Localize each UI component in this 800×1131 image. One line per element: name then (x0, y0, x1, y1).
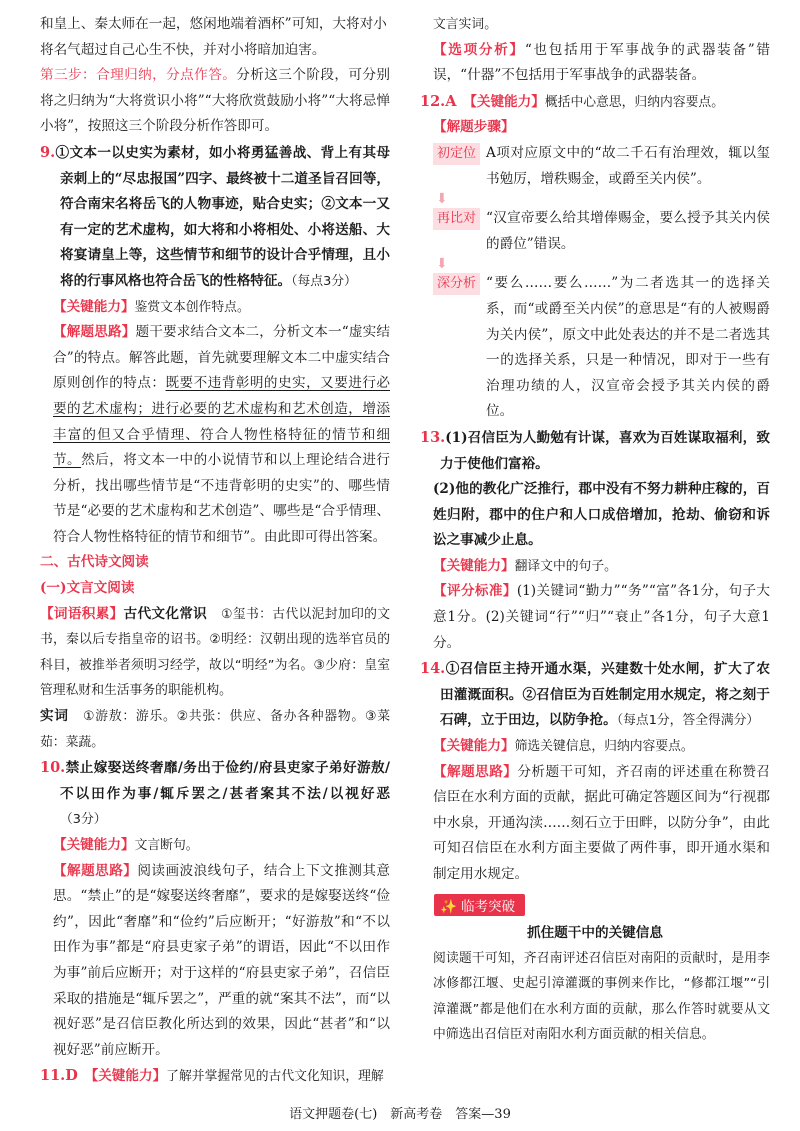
q14-ability (420, 734, 770, 760)
page-footer: 语文押题卷(七) 新高考卷 答案—39 (289, 1107, 511, 1122)
step-locate-tag: 初定位 (433, 143, 480, 165)
q11-opt-text: “也包括用于军事战争的武器装备”错误，“什器”不包括用于军事战争的武器装备。 (433, 41, 770, 84)
q9-answer-text: ①文本一以史实为素材，如小将勇猛善战、背上有其母亲刺上的“尽忠报国”四字、最终被十二道圣旨召回等，符合南宋名将岳飞的人物事迹，贴合史实；②文本一又有一定的艺术虚构，如大将和小将相处、小将送船、大将宴请皇上等，这些情节和细节的设计合乎情理，且小将的行事风格也符合岳飞的性格特征。 (55, 144, 390, 289)
step3-paragraph (40, 63, 390, 140)
vocab-text: ①玺书：古代以泥封加印的文书，秦以后专指皇帝的诏书。②明经：汉朝出现的选举官员的科目，被推举者须明习经学，故以“明经”为名。③少府：皇室管理私财和生活事务的职能机构。 (40, 606, 391, 699)
q11-opt-tag: 【选项分析】 (433, 41, 525, 58)
q10-answer-text: 禁止嫁娶送终奢靡/务出于俭约/府县吏家子弟好游敖/不以田作为事/辄斥罢之/甚者案其不法/以视好恶 (60, 760, 390, 802)
left-column (40, 12, 390, 1090)
q9-idea-underlined: 既要不违背彰明的史实，又要进行必要的艺术虚构；进行必要的艺术虚构和艺术创造，增添丰富的但又合乎情理、符合人物性格特征的情节和细节。 (53, 375, 391, 469)
tip-text: 阅读题干可知，齐召南评述召信臣对南阳的贡献时，是用李冰修都江堰、史起引漳灌溉的事例来作比，“修都江堰”“引漳灌溉”都是他们在水利方面的贡献，那么作答时就要从文中筛选出召信臣对南阳水利方面贡献的相关信息。 (433, 950, 770, 1043)
q14-answer-text: ①召信臣主持开通水渠，兴建数十处水闸，扩大了农田灌溉面积。②召信臣为百姓制定用水规定，将之刻于石碑，立于田边，以防争抢。 (440, 661, 770, 729)
q12-steps-tag: 【解题步骤】 (433, 119, 515, 136)
q12-number: 12.A (420, 92, 457, 110)
q9-ability-text: 鉴赏文本创作特点。 (134, 299, 250, 315)
section-classical-chinese: (一)文言文阅读 (40, 580, 135, 597)
vocab-tag: 【词语积累】 (40, 605, 124, 622)
q14-score: （每点1分，答全得满分） (616, 713, 760, 729)
q13-scoring (420, 579, 770, 656)
q12-steps (420, 115, 770, 141)
q13-answer-1-text: (1)召信臣为人勤勉有计谋，喜欢为百姓谋取福利，致力于使他们富裕。 (440, 429, 770, 472)
q9-score: （每点3分） (291, 273, 357, 289)
q13-score-text: (1)关键词“勤力”“务”“富”各1分，句子大意1分。(2)关键词“行”“归”“衰止”各1分，句子大意1分。 (433, 583, 770, 651)
step-compare (420, 206, 770, 257)
right-column (420, 12, 770, 1048)
shici-label: 实词 (40, 708, 69, 725)
q14-idea-text: 分析题干可知，齐召南的评述重在称赞召信臣在水利方面的贡献，据此可确定答题区间为“行视郡中水泉，开通沟渎……刻石立于田畔，以防分争”，由此可知召信臣在水利方面主要做了两件事，即开通水渠和制定用水规定。 (433, 763, 771, 882)
q13-answer-2: (2)他的教化广泛推行，郡中没有不努力耕种庄稼的，百姓归附，郡中的住户和人口成倍增加，抢劫、偷窃和诉讼之事减少止息。 (433, 481, 770, 549)
q13-ability-text: 翻译文中的句子。 (514, 558, 617, 574)
q13-score-tag: 【评分标准】 (433, 583, 517, 600)
step-locate-text: A项对应原文中的“故二千石有治理效，辄以玺书勉厉，增秩赐金，或爵至关内侯”。 (486, 144, 770, 187)
arrow-down-icon: ⬇ (436, 256, 448, 273)
step-analyze-tag: 深分析 (433, 273, 480, 295)
q10-ability-tag: 【关键能力】 (53, 837, 135, 853)
q9-number: 9. (40, 143, 56, 161)
q9-idea-b: 然后，将文本一中的小说情节和以上理论结合进行分析，找出哪些情节是“不违背彰明的史实”的、哪些情节是“必要的艺术虚构和艺术创造”、哪些是“合乎情理、符合人物性格特征的情节和细节”。由此即可得出答案。 (53, 452, 391, 545)
q10-idea-tag: 【解题思路】 (53, 862, 138, 879)
q12-tag: 【关键能力】 (463, 93, 545, 110)
sparkle-icon: ✨ (440, 898, 457, 915)
q9-idea-a: 题干要求结合文本二，分析文本一“虚实结合”的特点。解答此题，首先就要理解文本二中虚实结合原则创作的特点： (53, 324, 390, 392)
shici-text: ①游敖：游乐。②共张：供应、备办各种器物。③菜茹：菜蔬。 (40, 709, 391, 750)
step3-label: 第三步：合理归纳，分点作答。 (40, 67, 237, 84)
q9-ability-tag: 【关键能力】 (53, 298, 135, 315)
q11-continuation: 文言实词。 (433, 17, 497, 32)
q11-text: 了解并掌握常见的古代文化知识，理解 (166, 1069, 384, 1085)
q14-ability-tag: 【关键能力】 (433, 738, 515, 755)
q13-ability-tag: 【关键能力】 (433, 557, 515, 574)
q9-idea-tag: 【解题思路】 (53, 324, 136, 341)
q9-ability (40, 295, 390, 321)
q10-idea-text: 阅读画波浪线句子，结合上下文推测其意思。“禁止”的是“嫁娶送终奢靡”，要求的是嫁娶送终“俭约”，因此“奢靡”和“俭约”后应断开；“好游敖”和“不以田作为事”都是“府县吏家子弟”的谓语，因此“不以田作为事”前后应断开；对于这样的“府县吏家子弟”，召信臣采取的措施是“辄斥罢之”，严重的就“案其不法”，而“以视好恶”是召信臣教化所达到的效果，因此“甚者”和“以视好恶”前应断开。 (53, 862, 391, 1058)
step-locate (420, 141, 770, 192)
q14-number: 14. (420, 660, 446, 678)
q10-ability (40, 833, 390, 859)
section-ancient-reading: 二、古代诗文阅读 (40, 554, 149, 571)
q12-line (420, 89, 770, 116)
arrow-down-icon: ⬇ (436, 191, 448, 208)
q11-line (40, 1063, 390, 1090)
vocab-block (40, 602, 390, 704)
q11-option-analysis (420, 38, 770, 89)
q9-idea (40, 320, 390, 550)
intro-line-2: 将名气超过自己心生不快，并对小将暗加迫害。 (40, 41, 326, 58)
q10-score: （3分） (60, 812, 107, 828)
q14-answer (420, 656, 770, 734)
q12-ability: 概括中心意思，归纳内容要点。 (544, 94, 724, 110)
exam-tip-badge (434, 894, 525, 916)
q11-number: 11.D (40, 1067, 78, 1085)
shici-block (40, 704, 390, 755)
q9-answer (40, 140, 390, 295)
q14-idea (420, 760, 770, 888)
vocab-title: 古代文化常识 (123, 605, 208, 622)
q10-idea (40, 859, 390, 1064)
step-compare-text: “汉宣帝要么给其增俸赐金，要么授予其关内侯的爵位”错误。 (486, 210, 770, 252)
step-analyze (420, 271, 770, 425)
q13-ability (420, 554, 770, 580)
q14-idea-tag: 【解题思路】 (433, 763, 518, 780)
q10-answer (40, 755, 390, 833)
step-compare-tag: 再比对 (433, 208, 480, 230)
q13-number: 13. (420, 428, 446, 446)
tip-title: 抓住题干中的关键信息 (527, 924, 663, 941)
q13-answer-1 (420, 425, 770, 477)
badge-label: 临考突破 (461, 898, 516, 915)
q11-tag: 【关键能力】 (84, 1068, 167, 1085)
step-analyze-text: “要么……要么……”为二者选其一的选择关系，而“或爵至关内侯”的意思是“有的人被赐爵为关内侯”，原文中此处表达的并不是二者选其一的选择关系，只是一种情况，即对于一些有治理功绩的人，汉宣帝会授予其关内侯的爵位。 (486, 275, 770, 420)
q10-ability-text: 文言断句。 (134, 838, 199, 853)
step3-text: 分析这三个阶段，可分别将之归纳为“大将赏识小将”“大将欣赏鼓励小将”“大将忌惮小将”，按照这三个阶段分析作答即可。 (40, 67, 391, 135)
q14-ability-text: 筛选关键信息，归纳内容要点。 (514, 739, 694, 755)
q10-number: 10. (40, 759, 66, 777)
intro-line-1: 和皇上、秦太师在一起，悠闲地端着酒杯”可知，大将对小 (40, 16, 387, 32)
